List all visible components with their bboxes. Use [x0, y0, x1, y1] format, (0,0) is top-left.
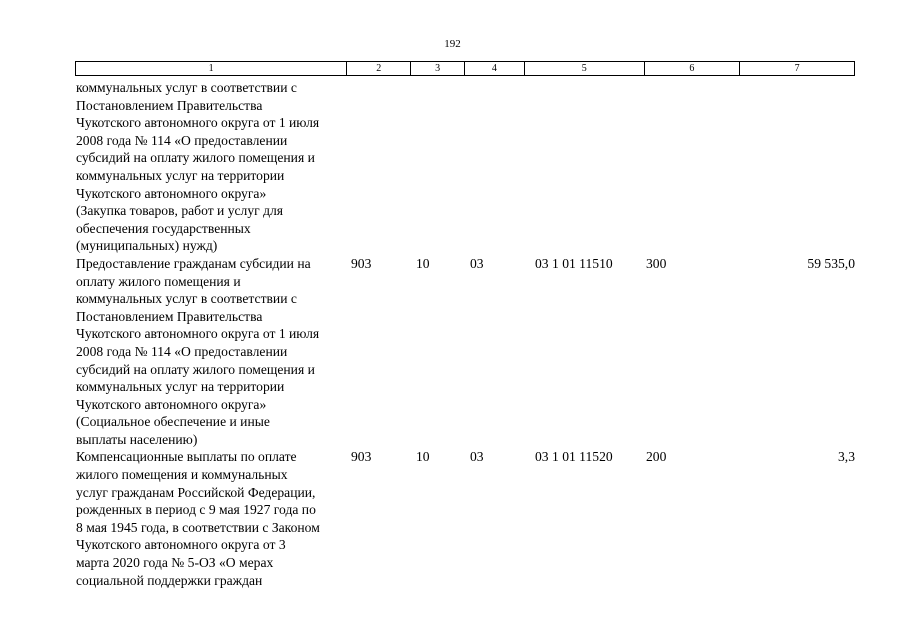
- header-cell-5: 5: [524, 62, 644, 75]
- header-cell-4: 4: [464, 62, 524, 75]
- row-section: 10: [416, 255, 430, 271]
- row-description: Предоставление гражданам субсидии на оплату жилого помещения и коммунальных услуг в соответствии с Постановлением Правительства Чукотского автономного округа от 1 июля 2008 года № 114 «О предоставлении субсидий на оплату жилого помещения и коммунальных услуг на территории Чукотского автономного округа» (Социальное обеспечение и иные выплаты населению): [76, 255, 320, 447]
- header-cell-7: 7: [739, 62, 854, 75]
- page-number: 192: [444, 38, 461, 50]
- row-amount: 3,3: [838, 449, 855, 465]
- row-grbs: 903: [351, 255, 372, 271]
- row-section: 10: [416, 449, 430, 465]
- row-subsection: 03: [470, 449, 484, 465]
- table-header-row: [75, 61, 855, 76]
- row-grbs: 903: [351, 449, 372, 465]
- table-row: [75, 255, 855, 449]
- row-expense-type: 200: [646, 449, 667, 465]
- row-amount: 59 535,0: [807, 255, 855, 271]
- table-row: [75, 79, 855, 255]
- header-cell-3: 3: [410, 62, 464, 75]
- header-cell-2: 2: [346, 62, 410, 75]
- header-cell-6: 6: [644, 62, 740, 75]
- table-body: [75, 79, 855, 589]
- row-target-article: 03 1 01 11510: [535, 255, 613, 271]
- row-target-article: 03 1 01 11520: [535, 449, 613, 465]
- row-description: коммунальных услуг в соответствии с Постановлением Правительства Чукотского автономного округа от 1 июля 2008 года № 114 «О предоставлении субсидий на оплату жилого помещения и коммунальных услуг на территории Чукотского автономного округа» (Закупка товаров, работ и услуг для обеспечения государственных (муниципальных) нужд): [76, 80, 320, 254]
- row-expense-type: 300: [646, 255, 667, 271]
- table-row: [75, 448, 855, 589]
- row-description: Компенсационные выплаты по оплате жилого помещения и коммунальных услуг гражданам Российской Федерации, рожденных в период с 9 мая 1927 года по 8 мая 1945 года, в соответствии с Законом Чукотского автономного округа от 3 марта 2020 года № 5-ОЗ «О мерах социальной поддержки граждан: [76, 449, 320, 588]
- header-cell-1: 1: [208, 63, 214, 74]
- row-subsection: 03: [470, 255, 484, 271]
